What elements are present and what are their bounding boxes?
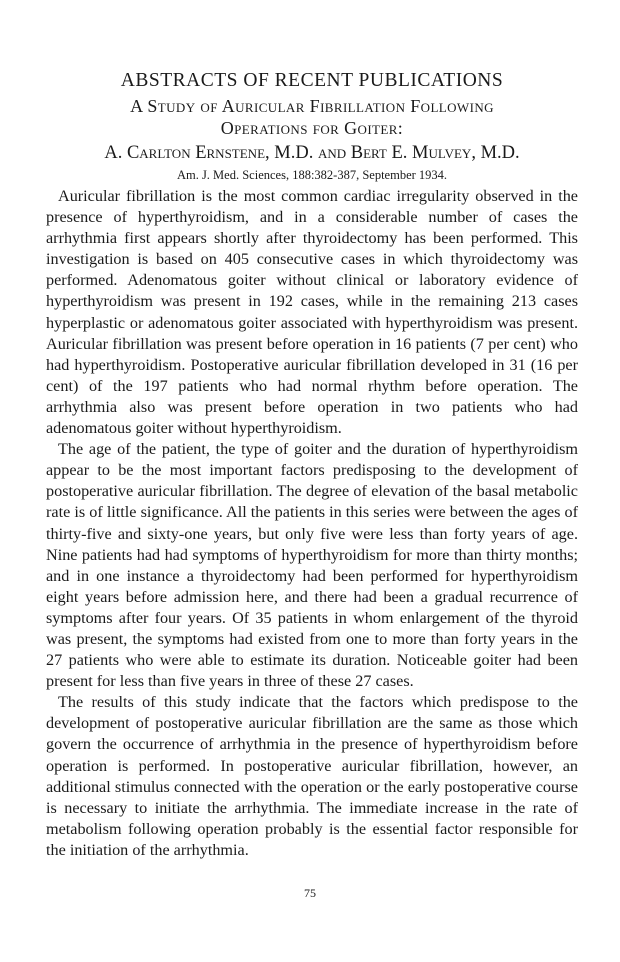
body-paragraph-2: The age of the patient, the type of goiter and the duration of hyperthyroidism appear to be the most important factors predisposing to the development of postoperative auricular fibrillation. The degree of elevation of the basal metabolic rate is of little significance. All the patients in this series were between the ages of thirty-five and sixty-one years, but only five were less than forty years of age. Nine patients had had symptoms of hyperthyroidism for more than thirty months; and in one instance a thyroidectomy had been performed for hyperthyroidism eight years before admission here, and there had been a gradual recurrence of symptoms after four years. Of 35 patients in whom enlargement of the thyroid was present, the symptoms had existed from one to more than forty years in the 27 patients who were able to estimate its duration. Noticeable goiter had been present for less than five years in three of these 27 cases. <box>46 440 578 691</box>
section-title: ABSTRACTS OF RECENT PUBLICATIONS <box>120 70 504 91</box>
body-paragraph-1: Auricular fibrillation is the most common cardiac irregularity observed in the presence of hyperthyroidism, and in a considerable number of cases the arrhythmia first appears shortly after thyroidectomy has been performed. This investigation is based on 405 consecutive cases in which thyroidectomy was performed. Adenomatous goiter without clinical or laboratory evidence of hyperthyroidism was present in 192 cases, while in the remaining 213 cases hyperplastic or adenomatous goiter associated with hyperthyroidism was present. Auricular fibrillation was present before operation in 16 patients (7 per cent) who had hyperthyroidism. Postoperative auricular fibrillation developed in 31 (16 per cent) of the 197 patients who had normal rhythm before operation. The arrhythmia also was present before operation in two patients who had adenomatous goiter without hyperthyroidism. <box>46 187 578 438</box>
article-title-line-1: A Study of Auricular Fibrillation Following <box>130 96 494 116</box>
body-paragraph-3: The results of this study indicate that the factors which predispose to the development of postoperative auricular fibrillation are the same as those which govern the occurrence of arrhythmia in the presence of hyperthyroidism before operation is performed. In postoperative auricular fibrillation, however, an additional stimulus connected with the operation or the early postoperative course is necessary to initiate the arrhythmia. The immediate increase in the rate of metabolism following operation probably is the essential factor responsible for the initiation of the arrhythmia. <box>46 693 578 859</box>
article-citation: Am. J. Med. Sciences, 188:382-387, September 1934. <box>176 168 448 182</box>
article-title-line-2: Operations for Goiter: <box>220 118 404 138</box>
article-authors: A. Carlton Ernstene, M.D. and Bert E. Mulvey, M.D. <box>104 143 520 163</box>
page-number: 75 <box>304 886 316 900</box>
page-content <box>46 70 578 861</box>
